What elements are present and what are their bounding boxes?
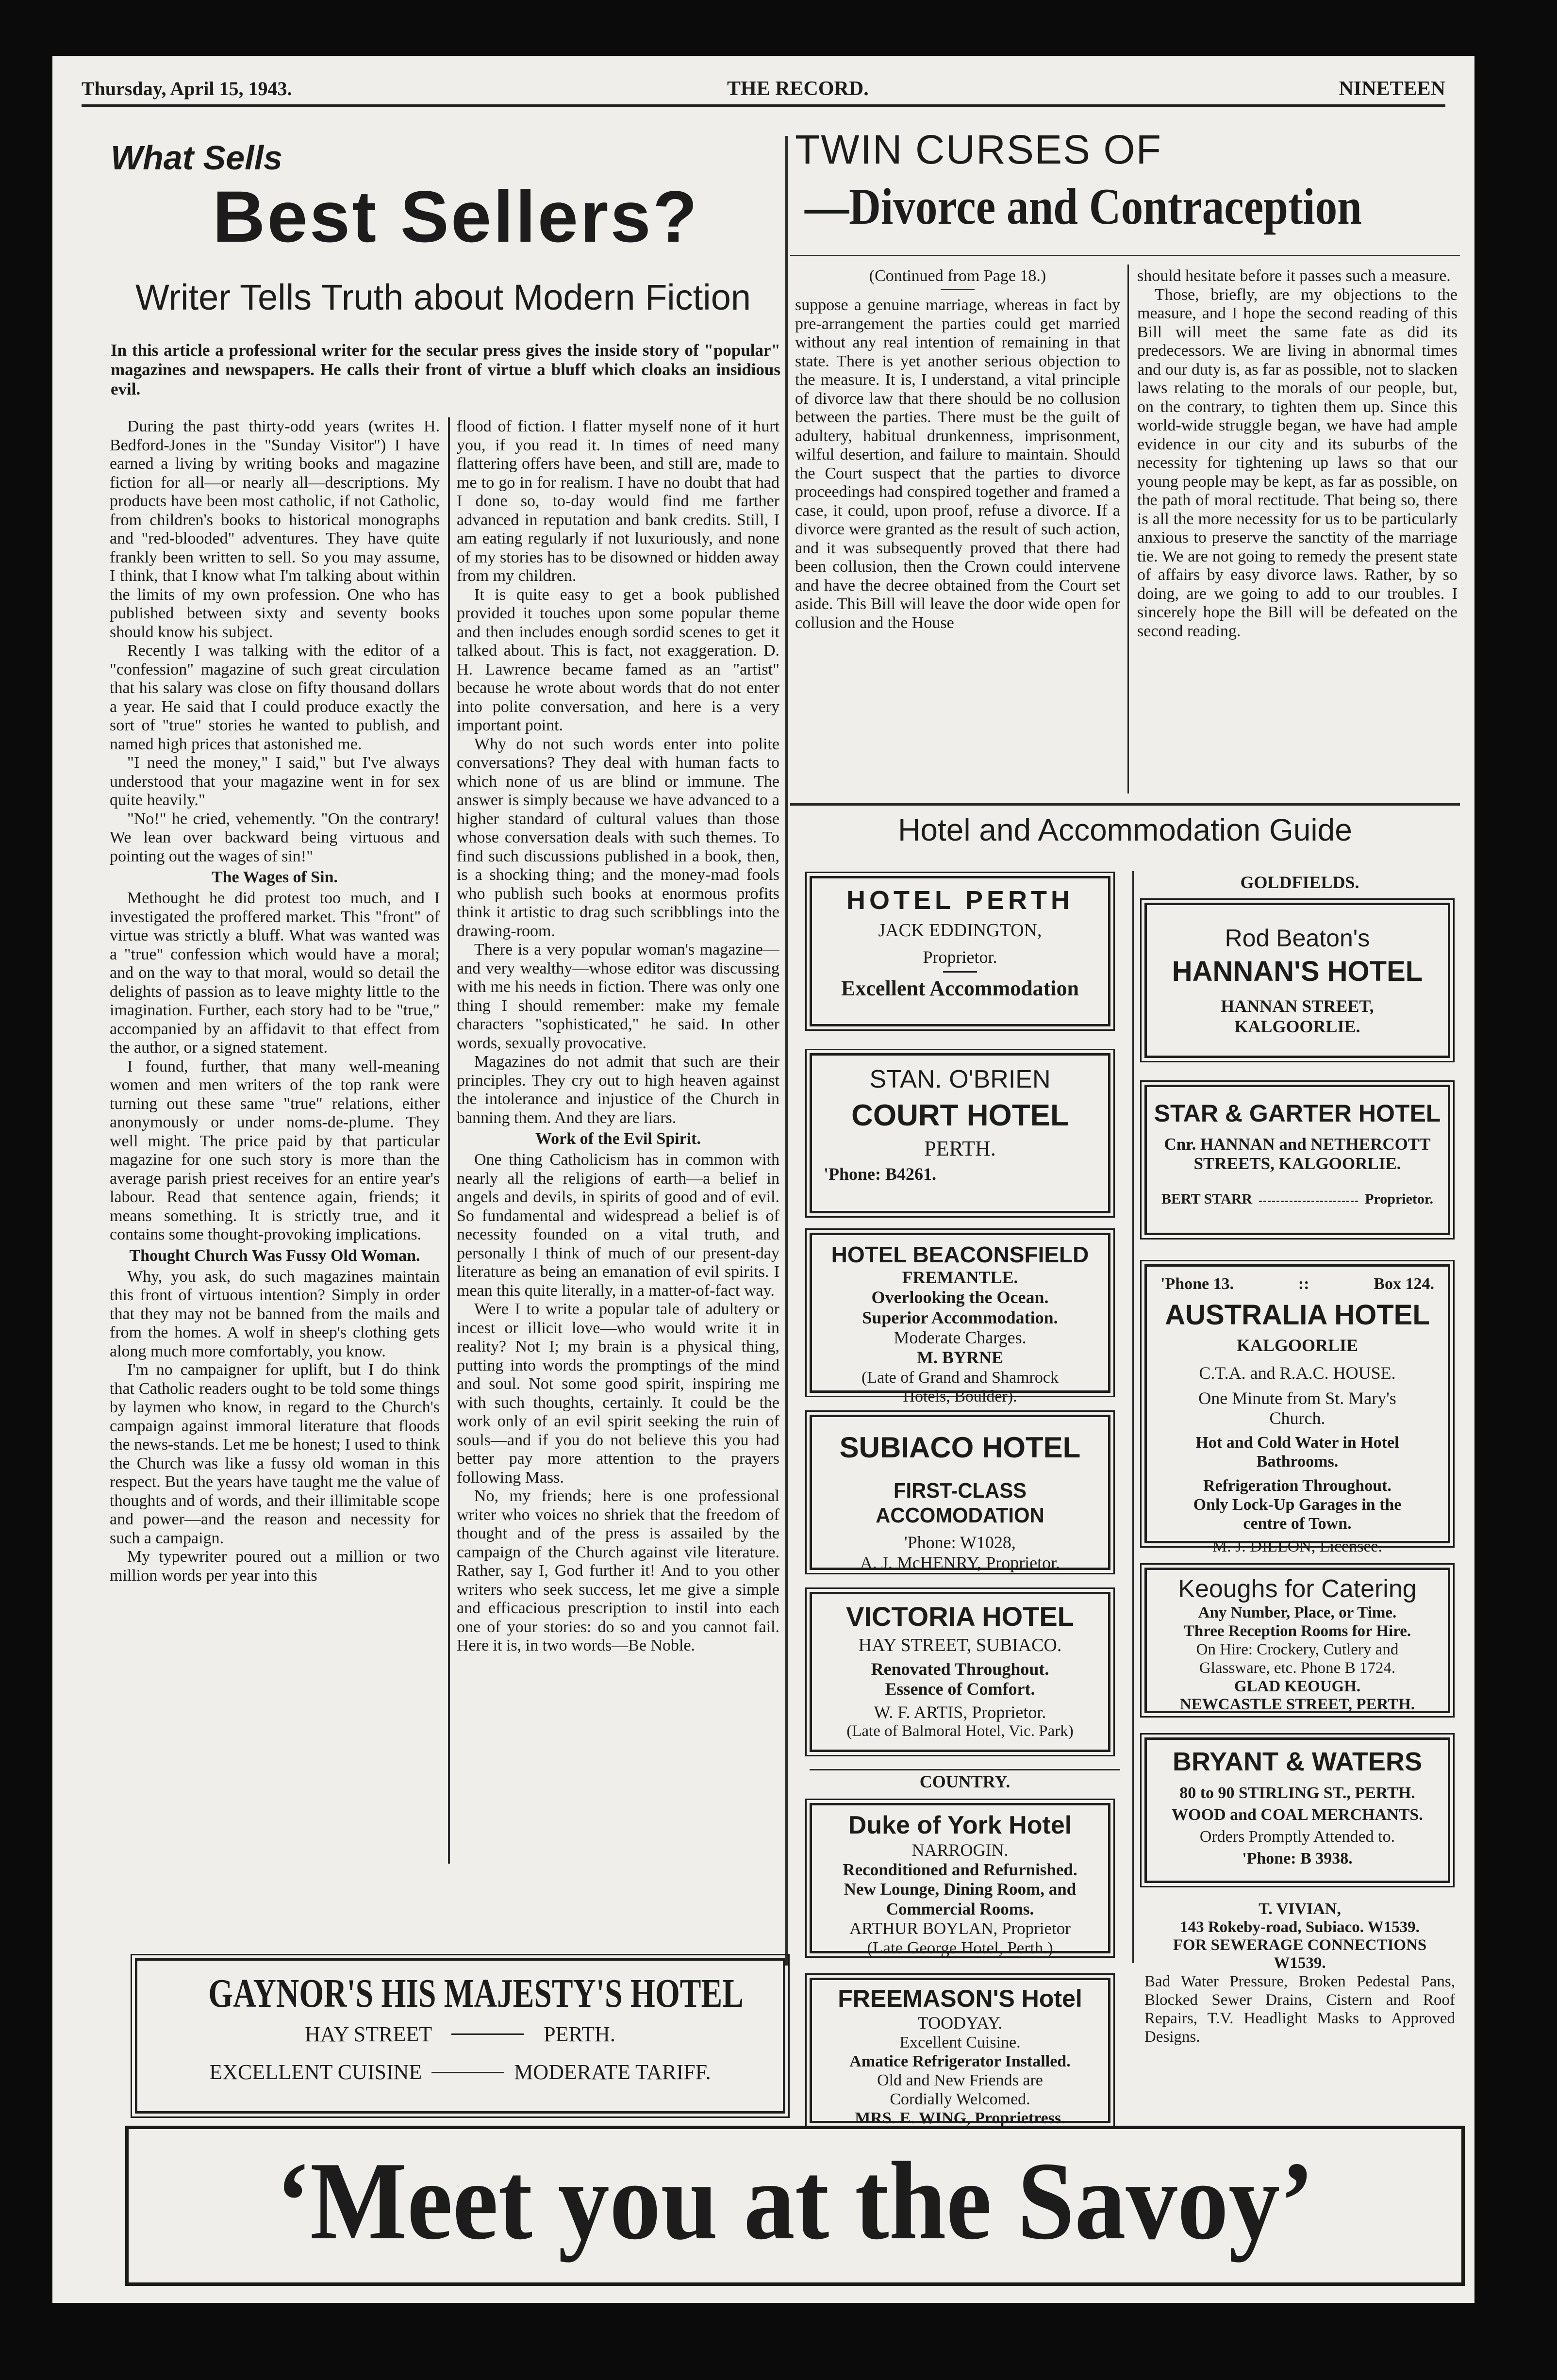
ad-keoughs-catering [1144, 1568, 1450, 1713]
ad-hannans-hotel [1144, 903, 1450, 1058]
paragraph: Why, you ask, do such magazines maintain this front of virtuous intention? Simply in order that they may not be banned from the mails and from the homes. A wolf in sheep's clothing gets along much more comfortably, you know. [110, 1267, 440, 1360]
ad-line: New Lounge, Dining Room, and [844, 1880, 1077, 1899]
ad-line: Superior Accommodation. [862, 1307, 1058, 1327]
paragraph: I'm no campaigner for uplift, but I do think that Catholic readers ought to be told some things by laymen who know, in regard to the Church's campaign against immoral literature that floods the news-stands. Let me be honest; I used to think the Church was like a fussy old woman in this respect. But the years have taught me the value of thoughts and of words, and their illimitable scope and power—and the reason and necessity for such a campaign. [110, 1361, 440, 1547]
paragraph: Those, briefly, are my objections to the measure, and I hope the second reading of this Bill will meet the same fate as did its predecessors. We are living in abnormal times and our duty is, as far as possible, not to slacken laws relating to the morals of our people, but, on the contrary, to tighten them up. Since this world-wide struggle began, we have had ample evidence in our city and its suburbs of the necessity for tightening up laws so that our young people may be kept, as far as possible, on the path of moral rectitude. That being so, there is all the more necessity for us to be particularly anxious to preserve the sanctity of the marriage tie. We are not going to remedy the present state of affairs by easy divorce laws. Rather, by so doing, are we going to add to our troubles. I sincerely hope the Bill will be defeated on the second reading. [1137, 285, 1458, 640]
ad-line: Any Number, Place, or Time. [1198, 1603, 1397, 1621]
page-divider [785, 136, 788, 1966]
ad-phone: 'Phone 13. [1160, 1275, 1234, 1293]
ad-line: 143 Rokeby-road, Subiaco. W1539. [1180, 1918, 1420, 1936]
continued-note: (Continued from Page 18.) [869, 267, 1046, 285]
right-article-rule [790, 255, 1460, 256]
ad-separator: :: [1298, 1275, 1309, 1293]
ad-line: FOR SEWERAGE CONNECTIONS [1173, 1936, 1427, 1954]
ad-street: HAY STREET [305, 2022, 432, 2046]
ad-line: TOODYAY. [917, 2013, 1003, 2033]
column-rule [1127, 264, 1129, 793]
ad-heading: SUBIACO HOTEL [839, 1431, 1081, 1464]
issue-date: Thursday, April 15, 1943. [82, 78, 292, 99]
paragraph: flood of fiction. I flatter myself none of it hurt you, if you read it. In times of need many flattering offers have been, and still are, made to me to go in for realism. I have no doubt that had I done so, to-day would find me farther advanced in reputation and bank credits. Still, I am eating regularly if not luxuriously, and none of my stories has to be disowned or hidden away from my children. [457, 417, 779, 585]
ad-heading: COURT HOTEL [851, 1098, 1069, 1132]
ad-heading: HANNAN'S HOTEL [1172, 955, 1423, 987]
ad-victoria-hotel [810, 1592, 1110, 1752]
paragraph: Recently I was talking with the editor of a "confession" magazine of such great circulation that his salary was close on fifty thousand dollars a year. He said that I could produce exactly the sort of "true" stories he wanted to publish, and named high prices that astonished me. [110, 642, 440, 753]
ad-heading: STAN. O'BRIEN [869, 1065, 1051, 1093]
ad-line: Church. [1269, 1408, 1325, 1428]
ad-line: GLAD KEOUGH. [1234, 1677, 1361, 1695]
ad-t-vivian [1144, 1900, 1455, 2046]
ad-line: NEWCASTLE STREET, PERTH. [1179, 1696, 1415, 1714]
right-article-column-2 [1137, 267, 1458, 801]
ad-heading: GAYNOR'S HIS MAJESTY'S HOTEL [208, 1971, 744, 2016]
ad-line: M. J. DILLON, Licensee. [1212, 1537, 1383, 1555]
subheading: Thought Church Was Fussy Old Woman. [129, 1246, 420, 1265]
ad-line: HAY STREET, SUBIACO. [858, 1635, 1062, 1656]
ad-savoy-banner [125, 2126, 1465, 2286]
paragraph: I found, further, that many well-meaning women and men writers of the top rank were turning out these same "true" relations, either anonymously or under noms-de-plume. They well might. The price paid by that particular magazine for one such story is more than the average parish priest receives for an entire year's labour. Read that sentence again, friends; it means something. It is strictly true, and it contains some thought-provoking implications. [110, 1057, 440, 1243]
ad-gaynors-his-majestys-hotel [135, 1958, 785, 2114]
ad-heading: T. VIVIAN, [1259, 1900, 1341, 1918]
article-intro: In this article a professional writer for the secular press gives the inside story of "popular" magazines and newspapers. He calls their front of virtue a bluff which cloaks an insidious evil. [111, 341, 780, 398]
ad-court-hotel [810, 1053, 1110, 1213]
ad-line: A. J. McHENRY, Proprietor. [860, 1553, 1060, 1572]
column-rule [448, 417, 450, 1864]
ad-line: Proprietor. [923, 947, 997, 967]
ad-line: FIRST-CLASS ACCOMODATION [876, 1479, 1044, 1527]
ad-line: Renovated Throughout. [871, 1659, 1049, 1679]
ad-heading: FREEMASON'S Hotel [838, 1985, 1082, 2012]
paragraph: It is quite easy to get a book published provided it touches upon some popular theme and then includes enough sordid scenes to get it talked about. This is fact, not exaggeration. D. H. Lawrence became famed as an "artist" because he wrote about words that do not enter into polite conversation, and here is a very important point. [457, 585, 779, 734]
paragraph: Were I to write a popular tale of adultery or incest or illicit love—who would write it in reality? Not I; my brain is a physical thing, putting into words the promptings of the mind and soul. Not some good spirit, inspiring me with such thoughts, certainly. It could be the work only of an evil spirit seeking the ruin of souls—and if you do not believe this you had better pay more attention to the prayers following Mass. [457, 1300, 779, 1487]
ad-line: FREMANTLE. [902, 1267, 1018, 1287]
ad-heading: HOTEL BEACONSFIELD [831, 1242, 1089, 1267]
ad-line: centre of Town. [1243, 1514, 1352, 1533]
ad-line [1147, 1274, 1448, 1293]
dash-rule [431, 2072, 504, 2073]
ad-line: W. F. ARTIS, Proprietor. [874, 1702, 1046, 1722]
ad-line: Excellent Cuisine. [899, 2033, 1021, 2051]
ad-heading: Rod Beaton's [1225, 925, 1370, 952]
ad-line: On Hire: Crockery, Cutlery and [1196, 1640, 1399, 1658]
ad-hotel-beaconsfield [810, 1233, 1110, 1405]
ad-line: Only Lock-Up Garages in the [1193, 1495, 1402, 1514]
ad-line: ARTHUR BOYLAN, Proprietor [849, 1918, 1071, 1938]
ad-tariff: MODERATE TARIFF. [514, 2060, 711, 2084]
paragraph: "No!" he cried, vehemently. "On the contrary! We lean over backward being virtuous and pointing out the wages of sin!" [110, 810, 440, 865]
page-number: NINETEEN [1339, 78, 1445, 100]
ad-city: PERTH. [544, 2022, 615, 2046]
section-rule [790, 803, 1460, 806]
paragraph: One thing Catholicism has in common with nearly all the religions of earth—a belief in angels and devils, in spirits of good and of evil. So fundamental and widespread a belief is of necessity founded on a vital truth, and personally I think of much of our present-day literature as being an emanation of evil spirits. I mean this quite literally, in a matter-of-fact way. [457, 1151, 779, 1300]
ad-line: KALGOORLIE. [1234, 1016, 1360, 1036]
right-article-column-1: suppose a genuine marriage, whereas in fact by pre-arrangement the parties could get married without any real intention of remaining in that state. There is yet another serious objection to the measure. It is, I understand, a vital principle of divorce law that there should be no collusion between the parties. There must be the guilt of adultery, habitual drunkenness, imprisonment, wilful desertion, and failure to maintain. Should the Court suspect that the parties to divorce proceedings had conspired together and framed a case, it could, upon proof, refuse a divorce. If a divorce were granted as the result of such action, and it was subsequently proved that there had been collusion, then the Crown could intervene and have the decree obtained from the Court set aside. This Bill will leave the door wide open for collusion and the House [795, 296, 1120, 632]
ad-line: NARROGIN. [911, 1840, 1009, 1860]
section-rule [810, 1769, 1120, 1770]
ad-heading: VICTORIA HOTEL [846, 1601, 1074, 1632]
ad-bryant-and-waters [1144, 1737, 1450, 1883]
ad-line: STREETS, KALGOORLIE. [1193, 1154, 1401, 1173]
article-column-2 [457, 417, 779, 1883]
subheading: The Wages of Sin. [211, 868, 338, 886]
dash-leader [1259, 1191, 1358, 1202]
short-rule [943, 971, 977, 973]
ad-line: Hotels, Boulder). [903, 1387, 1017, 1405]
ad-line: Three Reception Rooms for Hire. [1183, 1622, 1411, 1640]
ad-line: C.T.A. and R.A.C. HOUSE. [1199, 1363, 1396, 1383]
newspaper-page [52, 56, 1474, 2303]
ad-line: (Late of Balmoral Hotel, Vic. Park) [846, 1722, 1074, 1740]
proprietor-label: Proprietor. [1365, 1191, 1433, 1207]
ad-line: One Minute from St. Mary's [1198, 1388, 1396, 1408]
ad-line: (Late George Hotel, Perth.) [867, 1938, 1053, 1958]
ad-line: Old and New Friends are [877, 2071, 1043, 2090]
ad-line [137, 2060, 783, 2085]
ad-line: JACK EDDINGTON, [878, 920, 1042, 941]
right-article-title-1: TWIN CURSES OF [795, 127, 1162, 172]
country-label: COUNTRY. [919, 1772, 1010, 1791]
ad-australia-hotel [1144, 1264, 1450, 1555]
ad-line: MRS. E. WING, Proprietress. [855, 2109, 1065, 2128]
ad-line: (Late of Grand and Shamrock [861, 1368, 1059, 1387]
ad-cuisine: EXCELLENT CUISINE [209, 2060, 422, 2084]
ad-heading: BRYANT & WATERS [1172, 1747, 1423, 1776]
ad-heading: Keoughs for Catering [1178, 1575, 1417, 1603]
article-subtitle: Writer Tells Truth about Modern Fiction [135, 277, 751, 317]
ad-line: Orders Promptly Attended to. [1199, 1828, 1395, 1846]
ad-line: Reconditioned and Refurnished. [843, 1860, 1077, 1880]
paragraph: During the past thirty-odd years (writes H. Bedford-Jones in the "Sunday Visitor") I have earned a living by writing books and magazine fiction for all—or nearly all—descriptions. My products have been most catholic, if not Catholic, from children's books to historical monographs and "red-blooded" adventures. They have quite frankly been written to sell. So you may assume, I think, that I know what I'm talking about within the limits of my own profession. One who has published between sixty and seventy books should know his subject. [110, 417, 440, 641]
ad-line: HANNAN STREET, [1221, 996, 1374, 1016]
short-rule [941, 289, 975, 290]
paragraph: No, my friends; here is one professional writer who voices no shriek that the freedom of thought and of the press is assailed by the campaign of the Church against vile literature. Rather, say I, God further it! And to you other writers who seek success, let me give a simple and efficacious prescription to instil into each one of your stories: do so and you cannot fail. Here it is, in two words—Be Noble. [457, 1487, 779, 1654]
ad-line: Cordially Welcomed. [890, 2090, 1030, 2109]
article-kicker: What Sells [111, 139, 282, 177]
ad-hotel-perth [810, 876, 1110, 1026]
right-article-title-2: —Divorce and Contraception [805, 178, 1362, 235]
ad-line: M. BYRNE [917, 1348, 1003, 1368]
paragraph: Why do not such words enter into polite conversations? They deal with human facts to which none of us are blind or immune. The answer is simply because we have advanced to a higher standard of cultural values than those whose conversation deals with such themes. To find such discussions published in a book, then, is a shocking thing; and the money-mad fools who publish such books at enormous profits think it artistic to drag such scribblings into the drawing-room. [457, 735, 779, 940]
ad-line: PERTH. [924, 1137, 996, 1161]
ad-line: Essence of Comfort. [885, 1679, 1035, 1699]
ad-line: Amatice Refrigerator Installed. [849, 2052, 1071, 2070]
ad-box: Box 124. [1374, 1275, 1434, 1293]
ad-duke-of-york-hotel [810, 1803, 1110, 1958]
paragraph: Methought he did protest too much, and I investigated the proffered market. This "front" of virtue was strictly a bluff. What was wanted was a "true" confession which would have a moral; and on the way to that moral, would so detail the delights of passion as to leave mighty little to the imagination. Further, each story had to be "true," accompanied by an affidavit to that effect from the author, or a signed statement. [110, 889, 440, 1057]
paragraph: should hesitate before it passes such a measure. [1137, 267, 1451, 285]
ad-line: Glassware, etc. Phone B 1724. [1199, 1659, 1396, 1677]
savoy-slogan: ‘Meet you at the Savoy’ [276, 2139, 1314, 2263]
ad-freemasons-hotel [810, 1978, 1110, 2128]
ad-line: Bad Water Pressure, Broken Pedestal Pans, Blocked Sewer Drains, Cistern and Roof Repairs, T.V. Headlight Masks to Approved Designs. [1144, 1973, 1455, 2046]
ad-line: Hot and Cold Water in Hotel [1195, 1434, 1399, 1452]
ad-heading: AUSTRALIA HOTEL [1165, 1299, 1430, 1331]
ad-line: 80 to 90 STIRLING ST., PERTH. [1179, 1784, 1415, 1802]
ad-line: Commercial Rooms. [886, 1899, 1034, 1918]
ad-line: Excellent Accommodation [841, 976, 1079, 1001]
subheading: Work of the Evil Spirit. [535, 1130, 701, 1148]
ad-subiaco-hotel [810, 1415, 1110, 1570]
ad-line: KALGOORLIE [1236, 1335, 1358, 1355]
ad-line: Bathrooms. [1256, 1453, 1339, 1471]
ad-heading: STAR & GARTER HOTEL [1154, 1100, 1441, 1127]
ad-line: 'Phone: B4261. [824, 1164, 937, 1184]
ad-star-and-garter-hotel [1144, 1085, 1450, 1235]
ad-line: Moderate Charges. [894, 1328, 1027, 1348]
article-title: Best Sellers? [213, 176, 699, 257]
article-column-1 [110, 417, 440, 1883]
guide-column-rule [1132, 871, 1134, 1963]
ad-line: WOOD and COAL MERCHANTS. [1172, 1806, 1423, 1824]
ad-line: W1539. [1274, 1954, 1326, 1972]
paragraph: There is a very popular woman's magazine—and very wealthy—whose editor was discussing with me his needs in fiction. There was only one thing I should remember: make my female characters "sophisticated," he said. In other words, sexually provocative. [457, 941, 779, 1052]
ad-line [1147, 1191, 1448, 1208]
ad-line [137, 2022, 783, 2047]
ad-line: Cnr. HANNAN and NETHERCOTT [1164, 1134, 1431, 1154]
dash-rule [451, 2033, 524, 2035]
ad-line: Overlooking the Ocean. [871, 1288, 1049, 1307]
paragraph: "I need the money," I said," but I've always understood that your magazine went in for sex quite heavily." [110, 754, 440, 809]
running-header [82, 75, 1445, 107]
goldfields-label: GOLDFIELDS. [1240, 873, 1359, 892]
ad-line: 'Phone: W1028, [904, 1533, 1016, 1553]
proprietor-name: BERT STARR [1161, 1191, 1253, 1207]
paragraph: Magazines do not admit that such are their principles. They cry out to high heaven against the intolerance and injustice of the Church in banning them. And they are liars. [457, 1053, 779, 1127]
ad-line: 'Phone: B 3938. [1242, 1850, 1353, 1868]
ad-line: Refrigeration Throughout. [1203, 1476, 1391, 1495]
guide-title: Hotel and Accommodation Guide [898, 812, 1352, 847]
ad-heading: HOTEL PERTH [846, 886, 1074, 915]
ad-heading: Duke of York Hotel [848, 1811, 1072, 1839]
paragraph: My typewriter poured out a million or two million words per year into this [110, 1548, 440, 1585]
paper-name: THE RECORD. [727, 78, 869, 100]
